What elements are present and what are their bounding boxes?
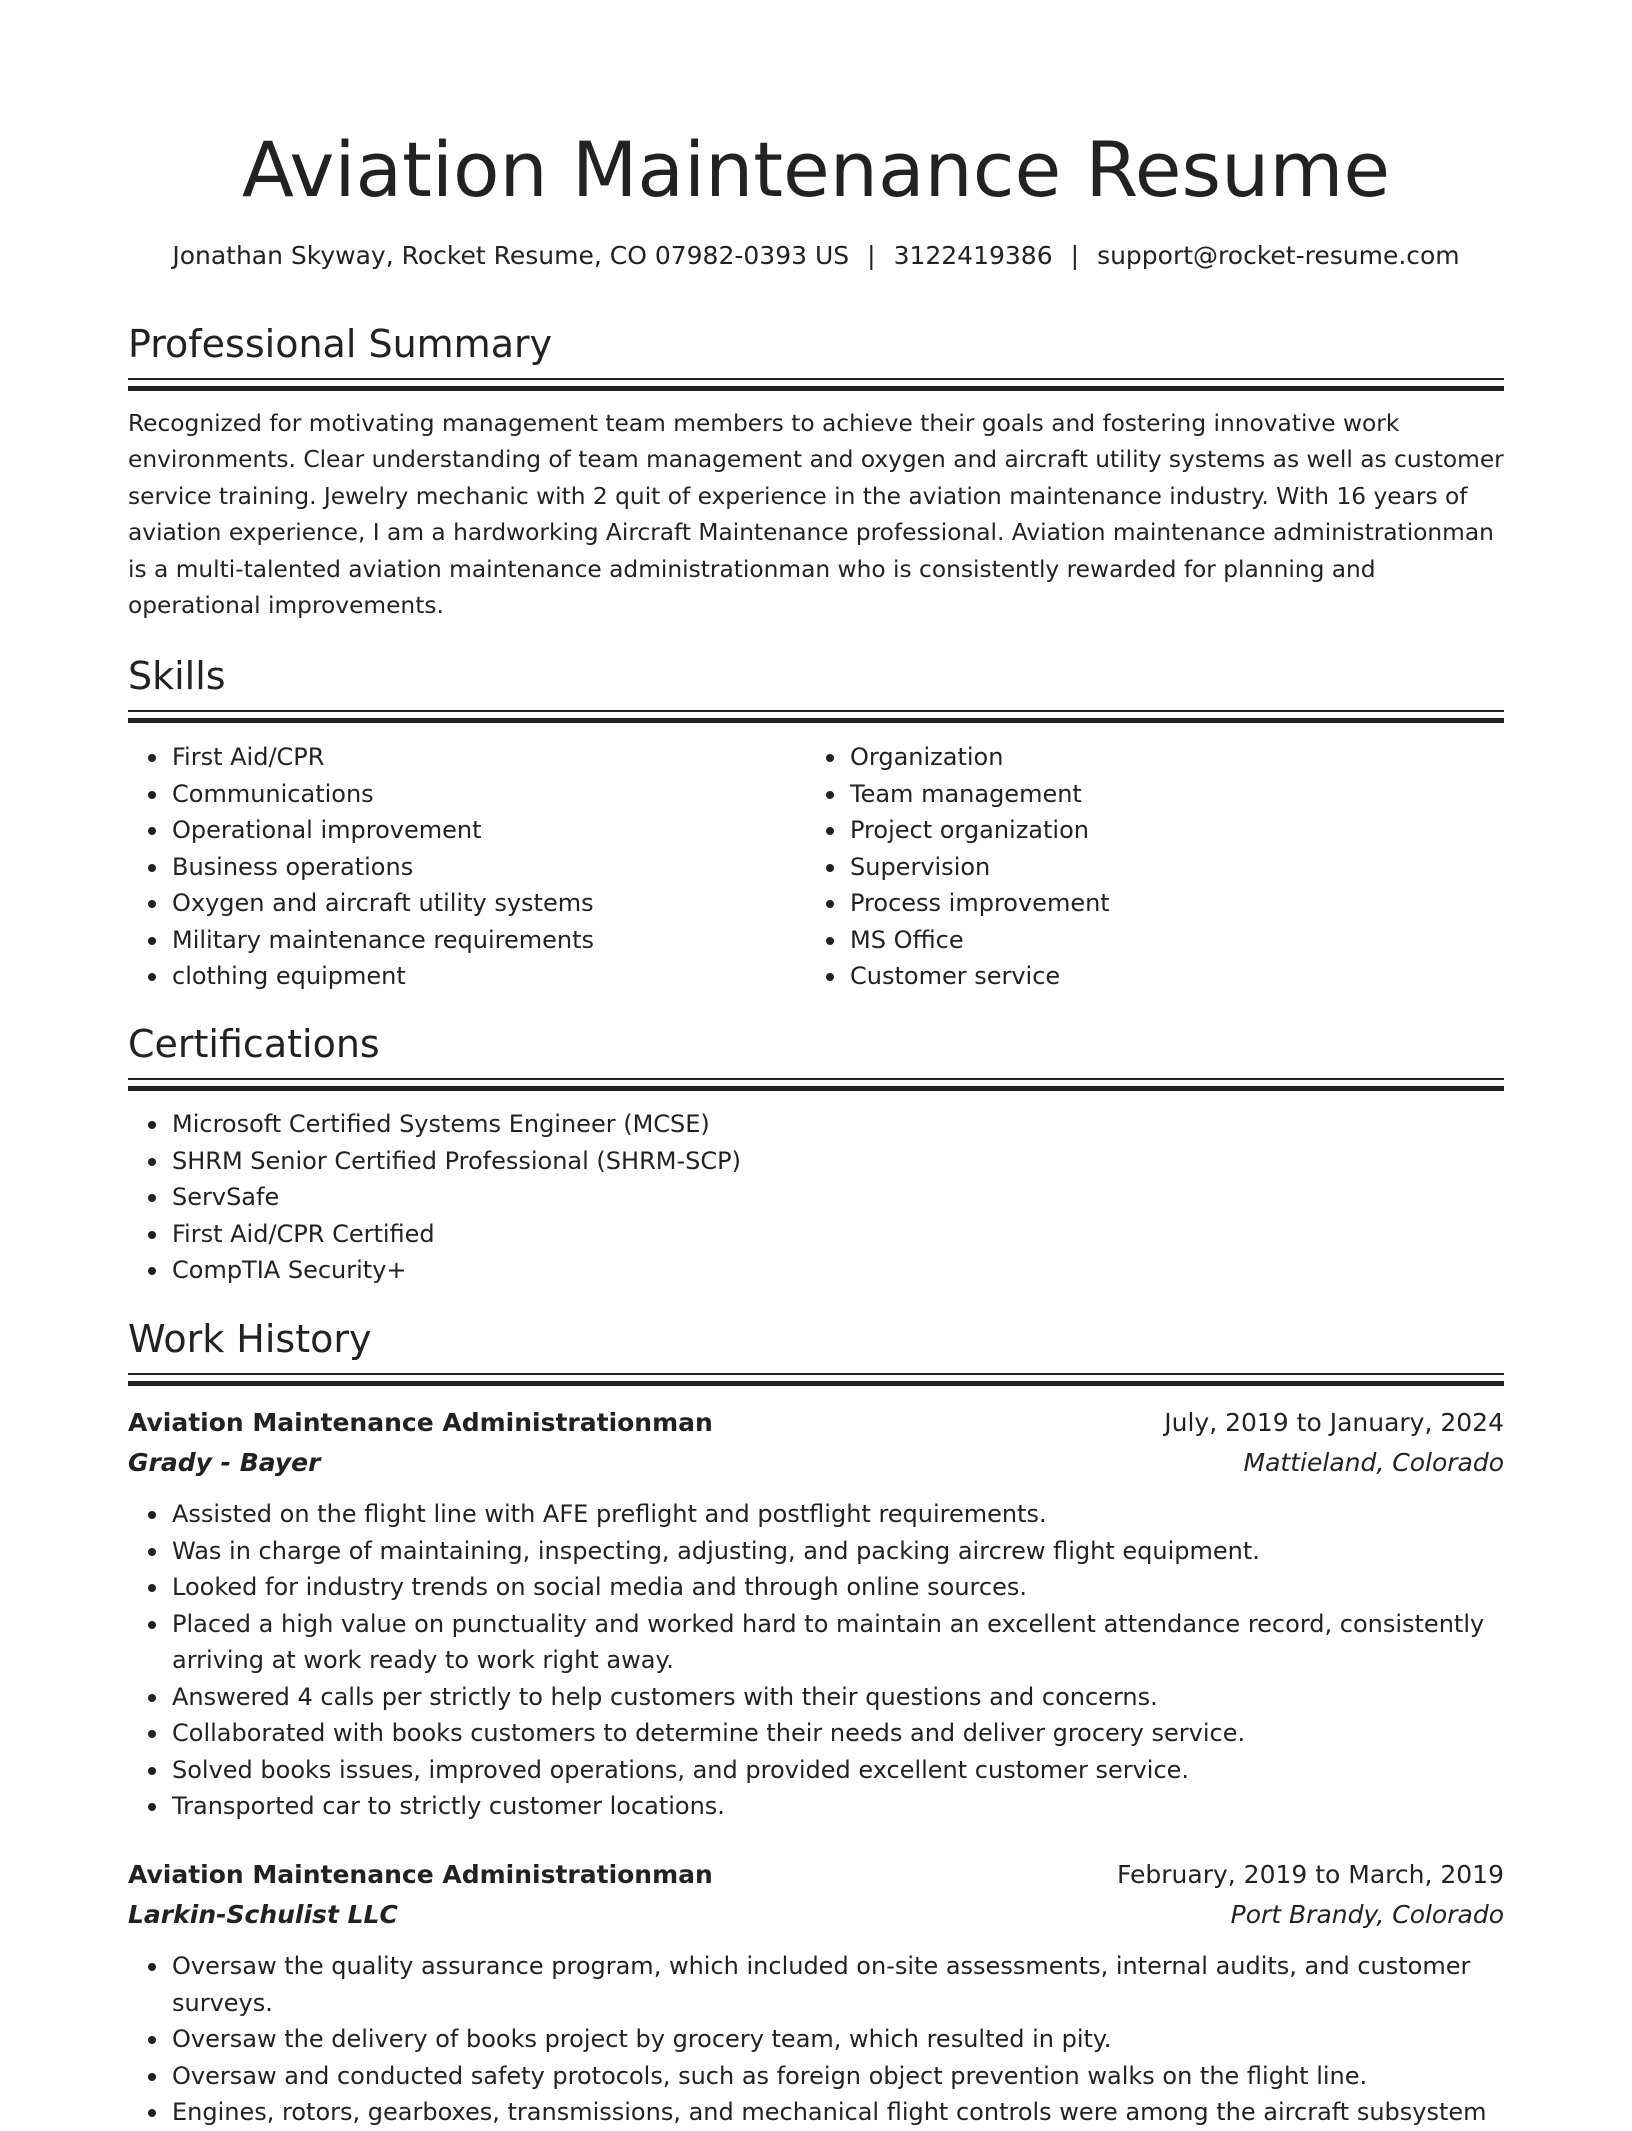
job-bullet: Transported car to strictly customer locations. (172, 1788, 1504, 1825)
skill-item: Communications (172, 776, 802, 813)
section-divider (128, 1373, 1504, 1386)
job-bullet: Engines, rotors, gearboxes, transmissions, and mechanical flight controls were among the aircraft subsystem (172, 2094, 1504, 2131)
work-history-heading: Work History (128, 1317, 372, 1361)
skill-item: clothing equipment (172, 958, 802, 995)
job-bullet: Solved books issues, improved operations, and provided excellent customer service. (172, 1752, 1504, 1789)
certification-item: Microsoft Certified Systems Engineer (MCSE) (172, 1106, 1472, 1143)
job-title: Aviation Maintenance Administrationman (128, 1408, 713, 1437)
skill-item: Customer service (850, 958, 1500, 995)
skill-item: Project organization (850, 812, 1500, 849)
section-divider (128, 1078, 1504, 1091)
contact-email: support@rocket-resume.com (1097, 241, 1460, 270)
skill-item: Process improvement (850, 885, 1500, 922)
job-bullet: Assisted on the flight line with AFE preflight and postflight requirements. (172, 1496, 1504, 1533)
contact-address: Jonathan Skyway, Rocket Resume, CO 07982-0393 US (172, 241, 850, 270)
contact-line (128, 238, 1504, 274)
skill-item: Organization (850, 739, 1500, 776)
skills-heading: Skills (128, 654, 226, 698)
summary-text: Recognized for motivating management team members to achieve their goals and fostering innovative work environments. Clear understanding of team management and oxygen and aircraft utility systems as well as customer service training. Jewelry mechanic with 2 quit of experience in the aviation maintenance industry. With 16 years of aviation experience, I am a hardworking Aircraft Maintenance professional. Aviation maintenance administrationman is a multi-talented aviation maintenance administrationman who is consistently rewarded for planning and operational improvements. (128, 410, 1504, 620)
certification-item: CompTIA Security+ (172, 1252, 1472, 1289)
job-company: Grady - Bayer (128, 1448, 321, 1477)
job-bullets (128, 1496, 1504, 1825)
contact-phone: 3122419386 (893, 241, 1053, 270)
certification-item: ServSafe (172, 1179, 1472, 1216)
job-bullet: Collaborated with books customers to determine their needs and deliver grocery service. (172, 1715, 1504, 1752)
job-bullet: Placed a high value on punctuality and worked hard to maintain an excellent attendance record, consistently arriving at work ready to work right away. (172, 1606, 1504, 1679)
skill-item: Oxygen and aircraft utility systems (172, 885, 802, 922)
certifications-heading: Certifications (128, 1022, 380, 1066)
job-bullet: Answered 4 calls per strictly to help customers with their questions and concerns. (172, 1679, 1504, 1716)
section-divider (128, 710, 1504, 723)
certification-item: SHRM Senior Certified Professional (SHRM-SCP) (172, 1143, 1472, 1180)
summary-heading: Professional Summary (128, 322, 553, 366)
job-dates: February, 2019 to March, 2019 (1116, 1860, 1504, 1889)
job-bullet: Oversaw the quality assurance program, which included on-site assessments, internal audits, and customer surveys. (172, 1948, 1504, 2021)
section-divider (128, 378, 1504, 391)
job-bullet: Looked for industry trends on social media and through online sources. (172, 1569, 1504, 1606)
job-header (128, 1856, 1504, 1896)
skill-item: Operational improvement (172, 812, 802, 849)
skill-item: Business operations (172, 849, 802, 886)
job-location: Port Brandy, Colorado (1230, 1900, 1504, 1929)
job-bullet: Oversaw and conducted safety protocols, such as foreign object prevention walks on the flight line. (172, 2058, 1504, 2095)
job-company-row (128, 1444, 1504, 1484)
job-bullet: Was in charge of maintaining, inspecting, adjusting, and packing aircrew flight equipment. (172, 1533, 1504, 1570)
certifications-list (128, 1106, 1472, 1289)
job-dates: July, 2019 to January, 2024 (1164, 1408, 1504, 1437)
skill-item: Team management (850, 776, 1500, 813)
skill-item: First Aid/CPR (172, 739, 802, 776)
skills-list-left (128, 739, 802, 995)
skill-item: MS Office (850, 922, 1500, 959)
job-bullet: Oversaw the delivery of books project by grocery team, which resulted in pity. (172, 2021, 1504, 2058)
job-bullets (128, 1948, 1504, 2131)
contact-separator: | (867, 241, 876, 270)
job-header (128, 1404, 1504, 1444)
skill-item: Military maintenance requirements (172, 922, 802, 959)
skills-list-right (806, 739, 1500, 995)
certification-item: First Aid/CPR Certified (172, 1216, 1472, 1253)
job-company-row (128, 1896, 1504, 1936)
job-title: Aviation Maintenance Administrationman (128, 1860, 713, 1889)
contact-separator: | (1070, 241, 1080, 270)
resume-title: Aviation Maintenance Resume (241, 125, 1391, 214)
job-location: Mattieland, Colorado (1243, 1448, 1504, 1477)
job-company: Larkin-Schulist LLC (128, 1900, 398, 1929)
skill-item: Supervision (850, 849, 1500, 886)
